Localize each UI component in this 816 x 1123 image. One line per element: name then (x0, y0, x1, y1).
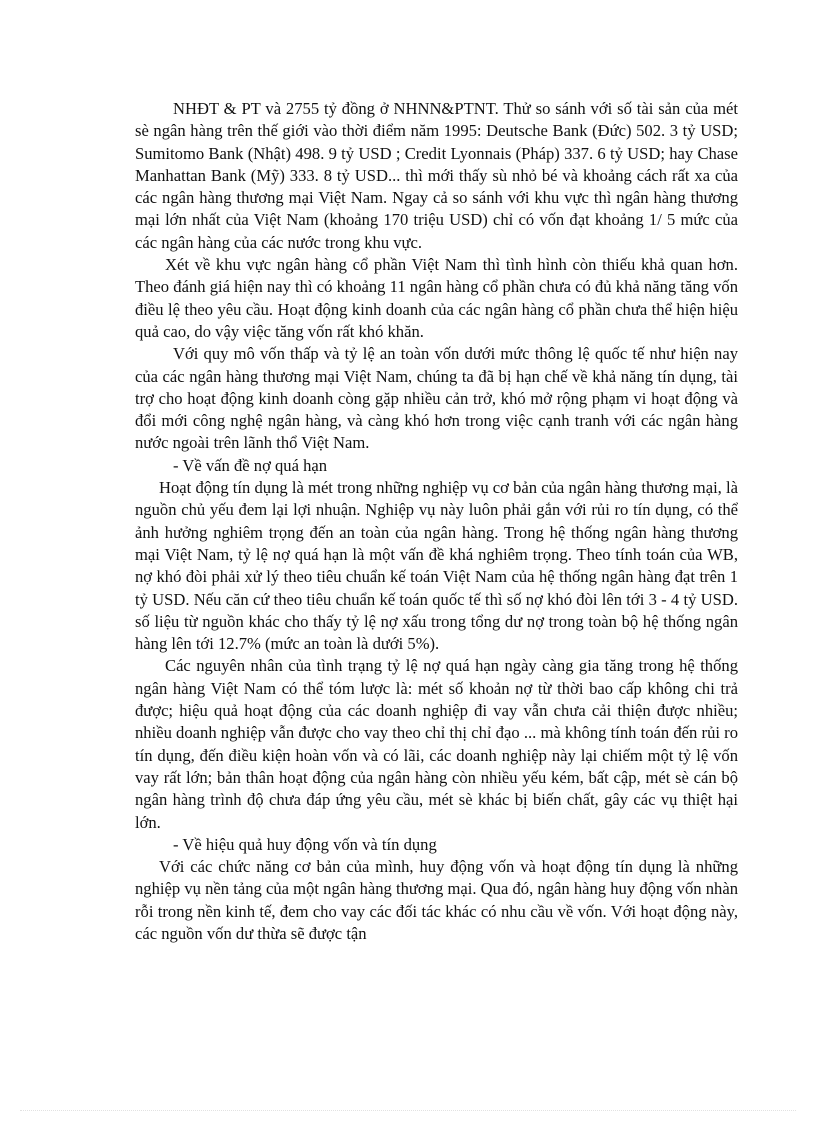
paragraph-credit-risk: Hoạt động tín dụng là mét trong những nghiệp vụ cơ bản của ngân hàng thương mại, là nguồn chủ yếu đem lại lợi nhuận. Nghiệp vụ này luôn phải gắn với rủi ro tín dụng, có thể ảnh hưởng nghiêm trọng đến an toàn của ngân hàng. Trong hệ thống ngân hàng thương mại Việt Nam, tỷ lệ nợ quá hạn là một vấn đề khá nghiêm trọng. Theo tính toán của WB, nợ khó đòi phải xử lý theo tiêu chuẩn kế toán Việt Nam của hệ thống ngân hàng đạt trên 1 tỷ USD. Nếu căn cứ theo tiêu chuẩn kế toán quốc tế thì số nợ khó đòi lên tới 3 - 4 tỷ USD. số liệu từ nguồn khác cho thấy tỷ lệ nợ xấu trong tổng dư nợ trong toàn bộ hệ thống ngân hàng lên tới 12.7% (mức an toàn là dưới 5%). (135, 478, 738, 654)
heading-capital-mobilization: - Về hiệu quả huy động vốn và tín dụng (173, 834, 437, 854)
heading-overdue-debt: - Về vấn đề nợ quá hạn (173, 455, 328, 475)
paragraph-asset-comparison: NHĐT & PT và 2755 tỷ đồng ở NHNN&PTNT. Thử so sánh với số tài sản của mét sè ngân hàng trên thế giới vào thời điểm năm 1995: Deutsche Bank (Đức) 502. 3 tỷ USD; Sumitomo Bank (Nhật) 498. 9 tỷ USD ; Credit Lyonnais (Pháp) 337. 6 tỷ USD; hay Chase Manhattan Bank (Mỹ) 333. 8 tỷ USD... thì mới thấy sù nhỏ bé và khoảng cách rất xa của các ngân hàng thương mại Việt Nam. Ngay cả so sánh với khu vực thì ngân hàng thương mại lớn nhất của Việt Nam (khoảng 170 triệu USD) chỉ có vốn đạt khoảng 1/ 5 mức của các ngân hàng của các nước trong khu vực. (135, 99, 738, 252)
document-body (135, 98, 738, 945)
page-bottom-divider (20, 1110, 796, 1111)
paragraph-low-capital: Với quy mô vốn thấp và tỷ lệ an toàn vốn dưới mức thông lệ quốc tế như hiện nay của các ngân hàng thương mại Việt Nam, chúng ta đã bị hạn chế về khả năng tín dụng, tài trợ cho hoạt động kinh doanh còng gặp nhiều cản trở, khó mở rộng phạm vi hoạt động và đổi mới công nghệ ngân hàng, và càng khó hơn trong việc cạnh tranh với các ngân hàng nước ngoài trên lãnh thổ Việt Nam. (135, 344, 738, 453)
paragraph-mobilization: Với các chức năng cơ bản của mình, huy động vốn và hoạt động tín dụng là những nghiệp vụ nền tảng của một ngân hàng thương mại. Qua đó, ngân hàng huy động vốn nhàn rỗi trong nền kinh tế, đem cho vay các đối tác khác có nhu cầu về vốn. Với hoạt động này, các nguồn vốn dư thừa sẽ được tận (135, 857, 738, 943)
paragraph-overdue-causes: Các nguyên nhân của tình trạng tỷ lệ nợ quá hạn ngày càng gia tăng trong hệ thống ngân hàng Việt Nam có thể tóm lược là: mét số khoản nợ từ thời bao cấp không chi trả được; hiệu quả hoạt động của các doanh nghiệp đi vay vẫn chưa cải thiện được nhiều; nhiều doanh nghiệp vẫn được cho vay theo chỉ thị chỉ đạo ... mà không tính toán đến rủi ro tín dụng, đến điều kiện hoàn vốn và có lãi, các doanh nghiệp này lại chiếm một tỷ lệ vốn vay rất lớn; bản thân hoạt động của ngân hàng còn nhiều yếu kém, bất cập, mét sè cán bộ ngân hàng trình độ chưa đáp ứng yêu cầu, mét sè khác bị biến chất, gây các vụ thiệt hại lớn. (135, 656, 738, 832)
paragraph-joint-stock-banks: Xét về khu vực ngân hàng cổ phần Việt Nam thì tình hình còn thiếu khả quan hơn. Theo đánh giá hiện nay thì có khoảng 11 ngân hàng cổ phần chưa có đủ khả năng tăng vốn điều lệ theo yêu cầu. Hoạt động kinh doanh của các ngân hàng cổ phần chưa thể hiện hiệu quả cao, do vậy việc tăng vốn rất khó khăn. (135, 255, 738, 341)
